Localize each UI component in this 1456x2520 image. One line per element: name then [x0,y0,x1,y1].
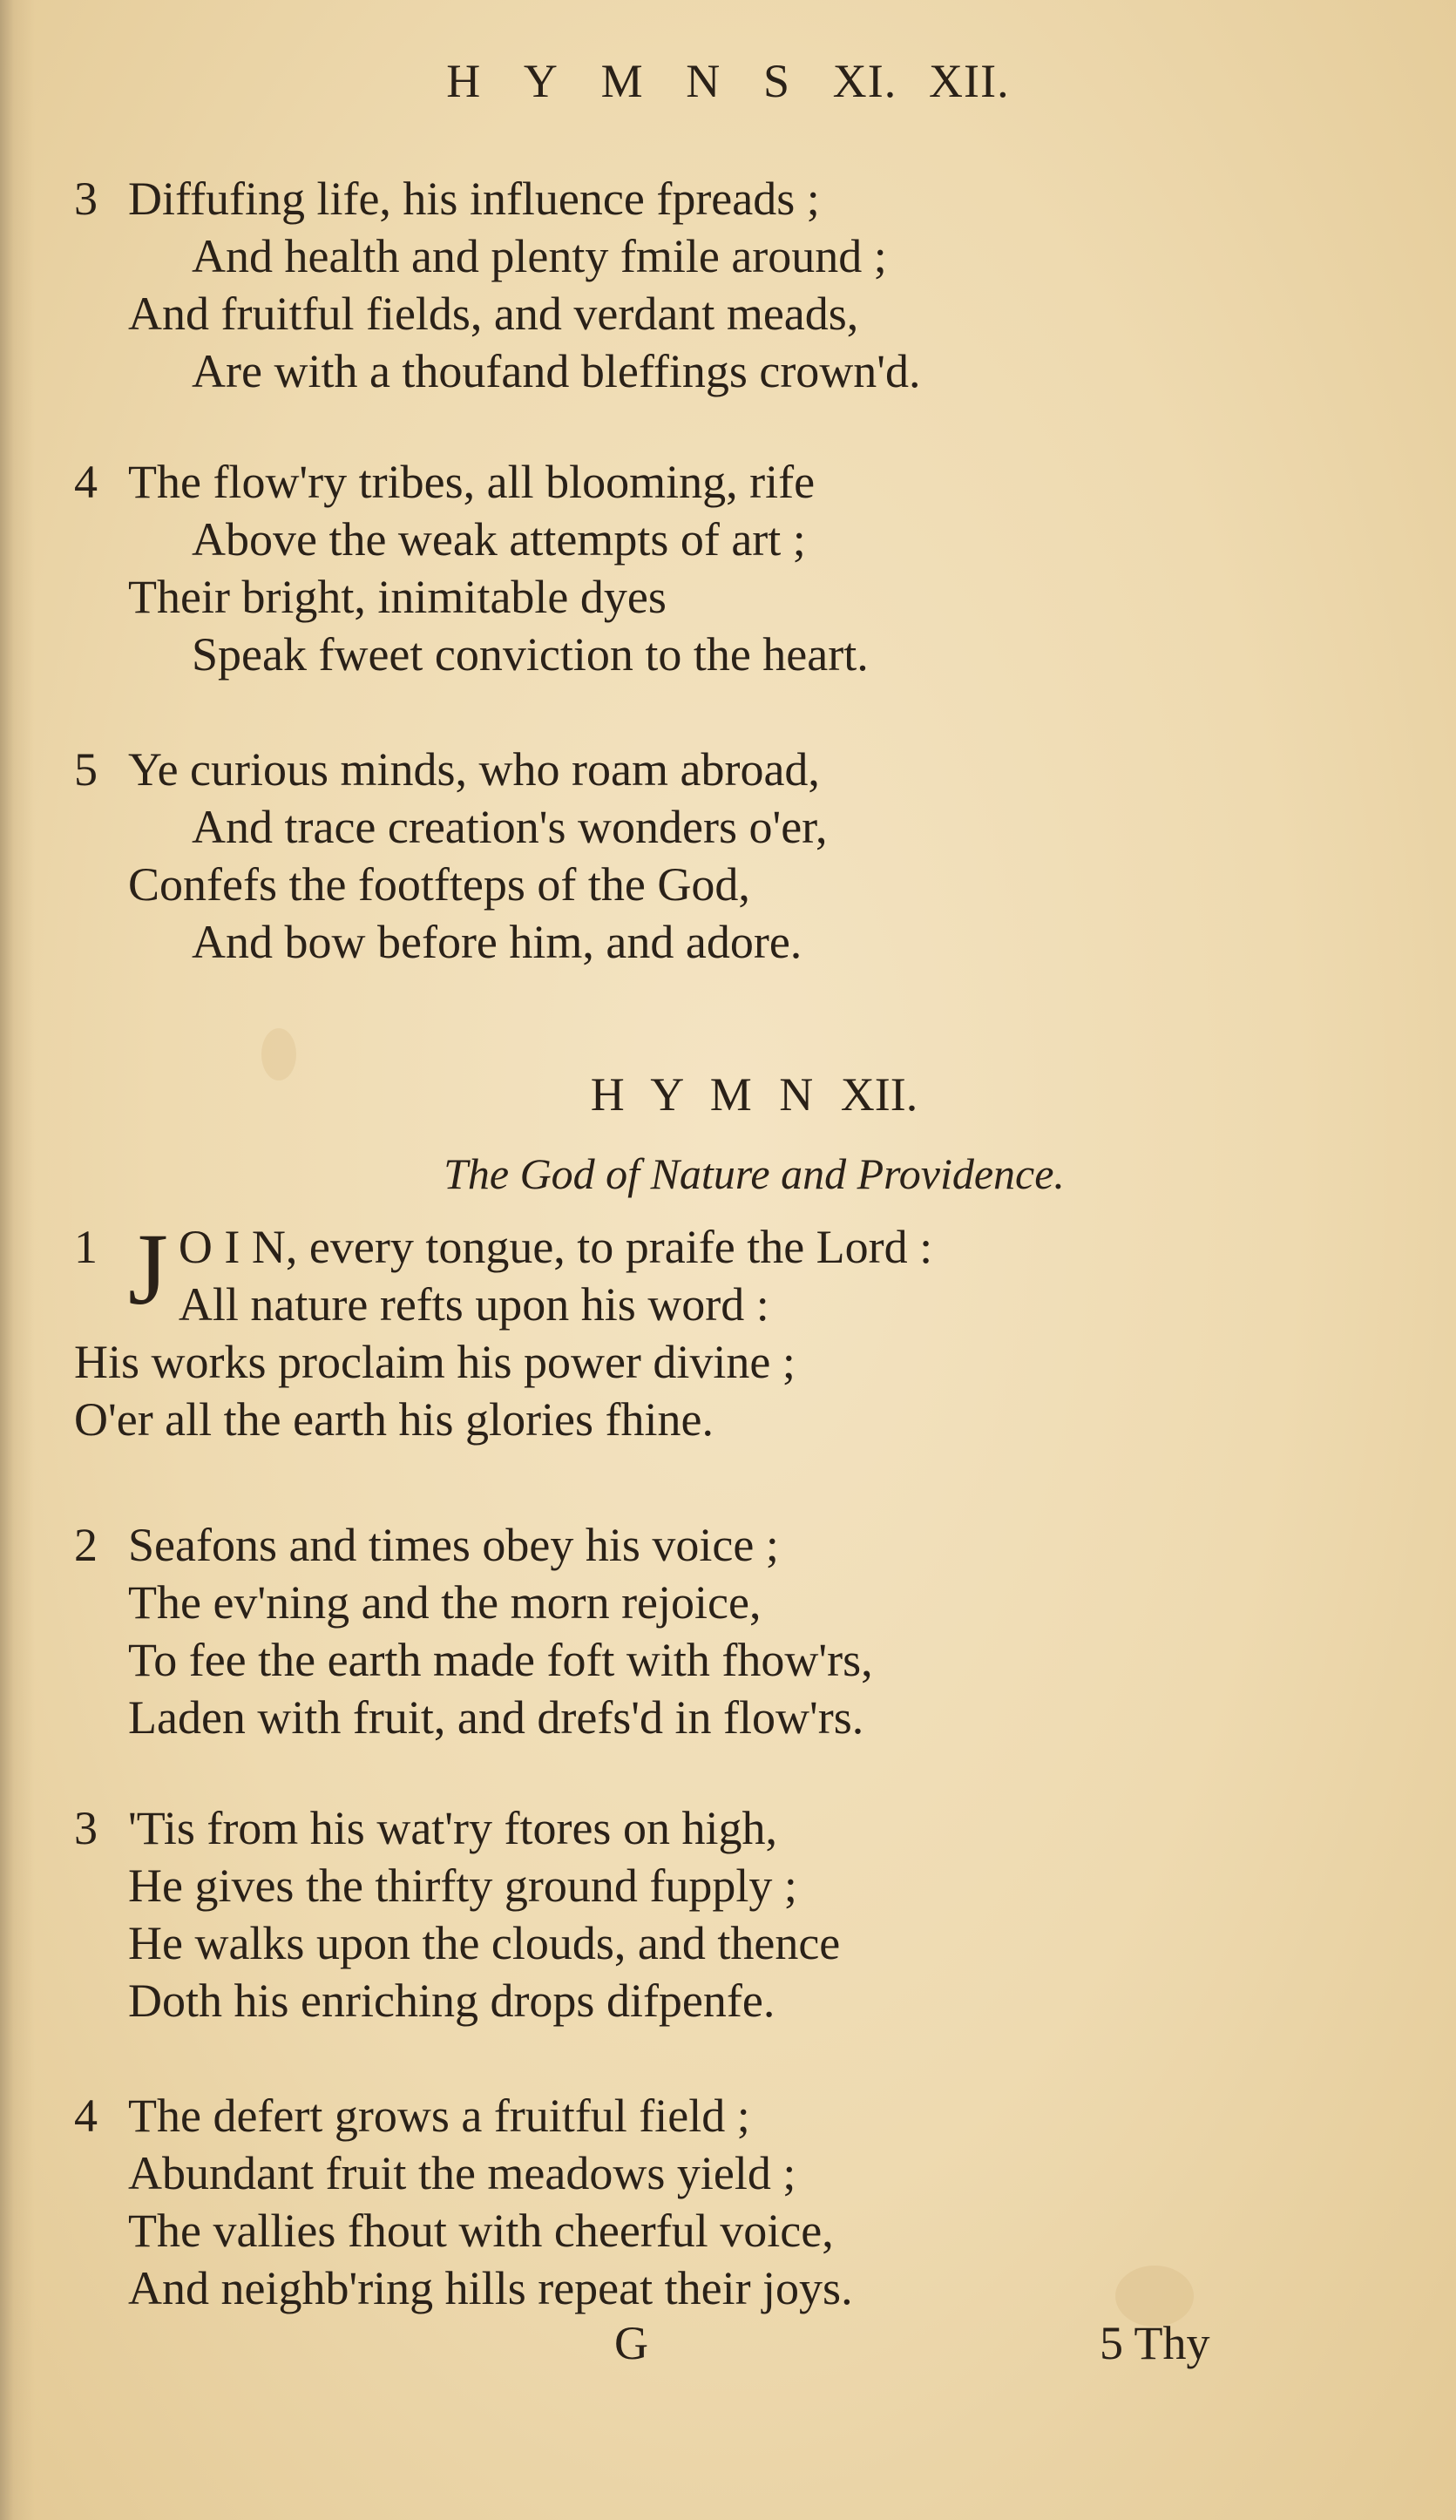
verse-line [74,170,921,227]
verse-line [74,568,869,626]
verse-number: 5 [74,743,98,796]
running-head-letter: Y [523,55,559,107]
verse-text: Abundant fruit the meadows yield ; [128,2147,796,2199]
verse-line [74,1689,873,1746]
verse-text: The vallies fhout with cheerful voice, [128,2205,834,2257]
verse-line [74,741,828,798]
page-gutter-shadow [0,0,35,2520]
verse-text: He walks upon the clouds, and thence [128,1917,841,1969]
verse-number: 4 [74,2090,98,2142]
verse-line: O I N, every tongue, to praife the Lord : [178,1221,933,1273]
verse-line [74,453,869,511]
verse-line: And trace creation's wonders o'er, [192,801,828,853]
verse-line: And health and plenty fmile around ; [192,230,887,282]
verse-text: To fee the earth made foft with fhow'rs, [128,1634,873,1686]
verse-line [74,2087,853,2144]
catchword: 5 Thy [1100,2317,1210,2369]
running-head-letter: M [600,55,644,107]
verse-block [74,741,828,971]
verse-block [74,1799,840,2029]
verse-text: Diffufing life, his influence fpreads ; [128,173,820,225]
verse-line: O'er all the earth his glories fhine. [74,1393,714,1446]
verse-text: Ye curious minds, who roam abroad, [128,743,820,796]
running-head-letter: S [762,55,791,107]
verse-text: Laden with fruit, and drefs'd in flow'rs. [128,1691,864,1744]
verse-text: The defert grows a fruitful field ; [128,2090,750,2142]
verse-number: 1 [74,1221,98,1273]
verse-line [74,856,828,913]
verse-line [74,1799,840,1857]
verse-number: 3 [74,1802,98,1854]
verse-line [74,2202,853,2259]
verse-line [74,1631,873,1689]
running-head-numbers: XI. XII. [832,55,1010,107]
hymn-subtitle: The God of Nature and Providence. [444,1149,1065,1198]
verse-text: And fruitful fields, and verdant meads, [128,288,859,340]
verse-number: 3 [74,173,98,225]
verse-line [74,1574,873,1631]
verse-line: Speak fweet conviction to the heart. [192,628,869,681]
verse-number: 4 [74,456,98,508]
verse-block [74,1516,873,1746]
verse-line: His works proclaim his power divine ; [74,1336,796,1388]
verse-line [74,1914,840,1972]
verse-line [74,1972,840,2029]
verse-text: 'Tis from his wat'ry ftores on high, [128,1802,777,1854]
verse-line: Above the weak attempts of art ; [192,513,806,566]
verse-text: The ev'ning and the morn rejoice, [128,1576,762,1629]
verse-line [74,2144,853,2202]
verse-line [74,285,921,342]
running-head [0,54,1456,108]
verse-line: Are with a thoufand bleffings crown'd. [192,345,921,397]
verse-block [74,2087,853,2317]
verse-block-first [74,1212,1381,1448]
verse-text: Seafons and times obey his voice ; [128,1519,779,1571]
hymn-title: H Y M N XII. [590,1068,918,1121]
verse-block [74,170,921,400]
verse-text: Their bright, inimitable dyes [128,571,667,623]
verse-text: Doth his enriching drops difpenfe. [128,1975,775,2027]
signature-mark: G [614,2317,648,2369]
verse-line [74,1857,840,1914]
verse-line [74,1516,873,1574]
verse-block [74,453,869,683]
drop-cap: J [128,1212,168,1326]
running-head-letter: H [446,55,482,107]
verse-line [74,2259,853,2317]
verse-line: And bow before him, and adore. [192,916,802,968]
verse-number: 2 [74,1519,98,1571]
verse-line: All nature refts upon his word : [178,1278,769,1331]
verse-text: The flow'ry tribes, all blooming, rife [128,456,816,508]
verse-text: And neighb'ring hills repeat their joys. [128,2262,853,2314]
verse-text: Confefs the footfteps of the God, [128,858,750,911]
running-head-letter: N [686,55,721,107]
verse-text: He gives the thirfty ground fupply ; [128,1860,797,1912]
